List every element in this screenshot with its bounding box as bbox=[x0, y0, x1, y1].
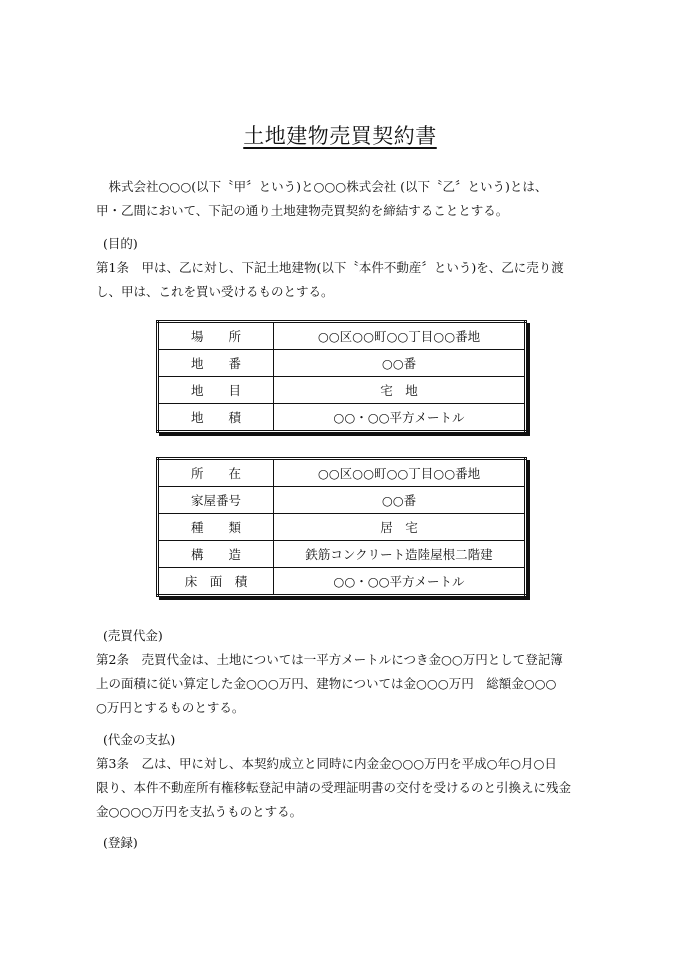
table-row bbox=[158, 404, 526, 432]
land-table bbox=[156, 320, 527, 433]
land-value: ○○・○○平方メートル bbox=[274, 404, 526, 432]
table-row bbox=[158, 568, 526, 596]
building-value: ○○区○○町○○丁目○○番地 bbox=[274, 459, 526, 487]
building-label: 所 在 bbox=[158, 459, 274, 487]
table-row bbox=[158, 459, 526, 487]
document-title: 土地建物売買契約書 bbox=[243, 124, 437, 148]
intro-line: 甲・乙間において、下記の通り土地建物売買契約を締結することとする。 bbox=[96, 203, 509, 218]
table-row bbox=[158, 350, 526, 377]
building-label: 種 類 bbox=[158, 514, 274, 541]
article3-heading: (代金の支払) bbox=[103, 732, 176, 747]
land-value: 宅 地 bbox=[274, 377, 526, 404]
article3-text bbox=[96, 752, 592, 824]
article2-line: 上の面積に従い算定した金○○○万円、建物については金○○○万円 総額金○○○ bbox=[96, 676, 557, 691]
article3-line: 第3条 乙は、甲に対し、本契約成立と同時に内金金○○○万円を平成○年○月○日 bbox=[96, 756, 557, 771]
article1-text bbox=[96, 256, 592, 304]
article2-heading: (売買代金) bbox=[103, 628, 163, 643]
article4-heading: (登録) bbox=[103, 835, 138, 850]
intro-paragraph bbox=[96, 175, 592, 223]
building-value: ○○番 bbox=[274, 487, 526, 514]
land-label: 地 番 bbox=[158, 350, 274, 377]
land-value: ○○番 bbox=[274, 350, 526, 377]
article1-line: し、甲は、これを買い受けるものとする。 bbox=[96, 284, 334, 299]
table-row bbox=[158, 514, 526, 541]
article2-text bbox=[96, 648, 592, 720]
land-label: 地 目 bbox=[158, 377, 274, 404]
table-row bbox=[158, 377, 526, 404]
table-row bbox=[158, 322, 526, 350]
building-value: 鉄筋コンクリート造陸屋根二階建 bbox=[274, 541, 526, 568]
building-value: 居 宅 bbox=[274, 514, 526, 541]
building-value: ○○・○○平方メートル bbox=[274, 568, 526, 596]
intro-line: 株式会社○○○(以下〝甲〞という)と○○○株式会社 (以下〝乙〞という)とは、 bbox=[108, 179, 548, 194]
land-label: 場 所 bbox=[158, 322, 274, 350]
building-label: 家屋番号 bbox=[158, 487, 274, 514]
article2-line: ○万円とするものとする。 bbox=[96, 700, 245, 715]
table-row bbox=[158, 487, 526, 514]
building-label: 床 面 積 bbox=[158, 568, 274, 596]
building-label: 構 造 bbox=[158, 541, 274, 568]
land-value: ○○区○○町○○丁目○○番地 bbox=[274, 322, 526, 350]
article3-line: 限り、本件不動産所有権移転登記申請の受理証明書の交付を受けるのと引換えに残金 bbox=[96, 780, 572, 795]
article3-line: 金○○○○万円を支払うものとする。 bbox=[96, 804, 303, 819]
article1-heading: (目的) bbox=[103, 236, 138, 251]
land-label: 地 積 bbox=[158, 404, 274, 432]
article2-line: 第2条 売買代金は、土地については一平方メートルにつき金○○万円として登記簿 bbox=[96, 652, 563, 667]
building-table bbox=[156, 457, 527, 597]
table-row bbox=[158, 541, 526, 568]
article1-line: 第1条 甲は、乙に対し、下記土地建物(以下〝本件不動産〞という)を、乙に売り渡 bbox=[96, 260, 564, 275]
